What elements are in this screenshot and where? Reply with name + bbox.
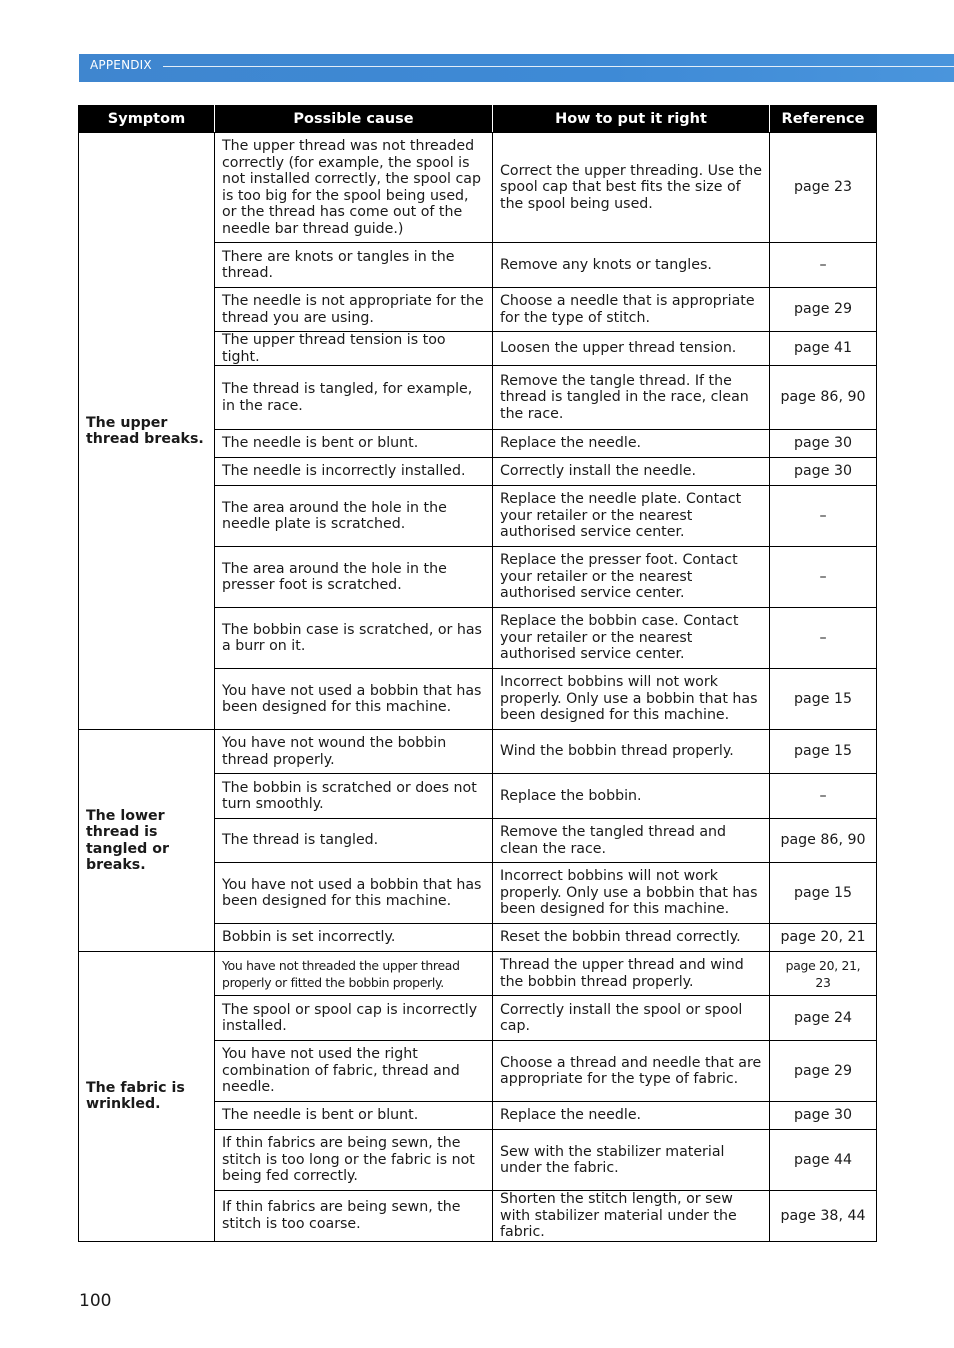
banner-rule bbox=[163, 66, 954, 67]
reference-cell: page 20, 21 bbox=[770, 924, 877, 952]
page-number: 100 bbox=[79, 1291, 112, 1311]
reference-cell: page 20, 21, 23 bbox=[770, 952, 877, 996]
reference-cell: – bbox=[770, 486, 877, 547]
fix-cell: Replace the presser foot. Contact your retailer or the nearest authorised service center. bbox=[493, 547, 770, 608]
fix-cell: Reset the bobbin thread correctly. bbox=[493, 924, 770, 952]
fix-cell: Replace the needle. bbox=[493, 430, 770, 458]
cause-cell: The needle is incorrectly installed. bbox=[215, 458, 493, 486]
fix-cell: Replace the needle. bbox=[493, 1102, 770, 1130]
fix-cell: Choose a thread and needle that are appropriate for the type of fabric. bbox=[493, 1041, 770, 1102]
cause-cell: The thread is tangled, for example, in the race. bbox=[215, 366, 493, 430]
cause-cell: The area around the hole in the presser foot is scratched. bbox=[215, 547, 493, 608]
fix-cell: Incorrect bobbins will not work properly. Only use a bobbin that has been designed for this machine. bbox=[493, 669, 770, 730]
fix-cell: Incorrect bobbins will not work properly. Only use a bobbin that has been designed for this machine. bbox=[493, 863, 770, 924]
cause-cell: You have not threaded the upper thread properly or fitted the bobbin properly. bbox=[215, 952, 493, 996]
reference-cell: – bbox=[770, 608, 877, 669]
fix-cell: Sew with the stabilizer material under the fabric. bbox=[493, 1130, 770, 1191]
symptom-cell: The upper thread breaks. bbox=[79, 133, 215, 730]
cause-cell: The bobbin case is scratched, or has a burr on it. bbox=[215, 608, 493, 669]
cause-cell: The spool or spool cap is incorrectly installed. bbox=[215, 996, 493, 1041]
fix-cell: Loosen the upper thread tension. bbox=[493, 332, 770, 366]
table-header-row bbox=[79, 106, 877, 133]
reference-cell: page 86, 90 bbox=[770, 366, 877, 430]
cause-cell: You have not used a bobbin that has been designed for this machine. bbox=[215, 863, 493, 924]
reference-cell: page 29 bbox=[770, 288, 877, 332]
reference-cell: page 15 bbox=[770, 669, 877, 730]
symptom-cell: The fabric is wrinkled. bbox=[79, 952, 215, 1242]
fix-cell: Replace the needle plate. Contact your retailer or the nearest authorised service center. bbox=[493, 486, 770, 547]
cause-cell: The upper thread was not threaded correctly (for example, the spool is not installed correctly, the spool cap is too big for the spool being used, or the thread has come out of the needle bar thread guide.) bbox=[215, 133, 493, 243]
cause-cell: If thin fabrics are being sewn, the stitch is too long or the fabric is not being fed correctly. bbox=[215, 1130, 493, 1191]
header-reference: Reference bbox=[770, 106, 877, 133]
cause-cell: The upper thread tension is too tight. bbox=[215, 332, 493, 366]
fix-cell: Shorten the stitch length, or sew with stabilizer material under the fabric. bbox=[493, 1191, 770, 1242]
table-row bbox=[79, 133, 877, 243]
reference-cell: page 86, 90 bbox=[770, 819, 877, 863]
section-banner bbox=[79, 54, 954, 82]
table-row bbox=[79, 952, 877, 996]
reference-cell: – bbox=[770, 774, 877, 819]
cause-cell: You have not used a bobbin that has been designed for this machine. bbox=[215, 669, 493, 730]
reference-cell: page 29 bbox=[770, 1041, 877, 1102]
fix-cell: Remove any knots or tangles. bbox=[493, 243, 770, 288]
cause-cell: The needle is not appropriate for the thread you are using. bbox=[215, 288, 493, 332]
cause-cell: The bobbin is scratched or does not turn smoothly. bbox=[215, 774, 493, 819]
symptom-cell: The lower thread is tangled or breaks. bbox=[79, 730, 215, 952]
cause-cell: You have not wound the bobbin thread properly. bbox=[215, 730, 493, 774]
cause-cell: The area around the hole in the needle plate is scratched. bbox=[215, 486, 493, 547]
cause-cell: Bobbin is set incorrectly. bbox=[215, 924, 493, 952]
fix-cell: Wind the bobbin thread properly. bbox=[493, 730, 770, 774]
reference-cell: – bbox=[770, 243, 877, 288]
fix-cell: Correctly install the spool or spool cap. bbox=[493, 996, 770, 1041]
fix-cell: Remove the tangle thread. If the thread is tangled in the race, clean the race. bbox=[493, 366, 770, 430]
reference-cell: page 30 bbox=[770, 1102, 877, 1130]
reference-cell: – bbox=[770, 547, 877, 608]
section-title: APPENDIX bbox=[90, 58, 152, 72]
fix-cell: Remove the tangled thread and clean the race. bbox=[493, 819, 770, 863]
troubleshooting-table bbox=[78, 105, 877, 1242]
fix-cell: Correct the upper threading. Use the spool cap that best fits the size of the spool being used. bbox=[493, 133, 770, 243]
cause-cell: You have not used the right combination of fabric, thread and needle. bbox=[215, 1041, 493, 1102]
fix-cell: Replace the bobbin case. Contact your retailer or the nearest authorised service center. bbox=[493, 608, 770, 669]
header-how-to-fix: How to put it right bbox=[493, 106, 770, 133]
cause-cell: If thin fabrics are being sewn, the stitch is too coarse. bbox=[215, 1191, 493, 1242]
fix-cell: Replace the bobbin. bbox=[493, 774, 770, 819]
reference-cell: page 38, 44 bbox=[770, 1191, 877, 1242]
cause-cell: There are knots or tangles in the thread. bbox=[215, 243, 493, 288]
reference-cell: page 24 bbox=[770, 996, 877, 1041]
fix-cell: Thread the upper thread and wind the bobbin thread properly. bbox=[493, 952, 770, 996]
reference-cell: page 41 bbox=[770, 332, 877, 366]
reference-cell: page 30 bbox=[770, 458, 877, 486]
table-row bbox=[79, 730, 877, 774]
cause-cell: The needle is bent or blunt. bbox=[215, 1102, 493, 1130]
cause-cell: The needle is bent or blunt. bbox=[215, 430, 493, 458]
reference-cell: page 23 bbox=[770, 133, 877, 243]
fix-cell: Correctly install the needle. bbox=[493, 458, 770, 486]
header-possible-cause: Possible cause bbox=[215, 106, 493, 133]
reference-cell: page 30 bbox=[770, 430, 877, 458]
reference-cell: page 15 bbox=[770, 863, 877, 924]
reference-cell: page 44 bbox=[770, 1130, 877, 1191]
fix-cell: Choose a needle that is appropriate for the type of stitch. bbox=[493, 288, 770, 332]
header-symptom: Symptom bbox=[79, 106, 215, 133]
reference-cell: page 15 bbox=[770, 730, 877, 774]
cause-cell: The thread is tangled. bbox=[215, 819, 493, 863]
